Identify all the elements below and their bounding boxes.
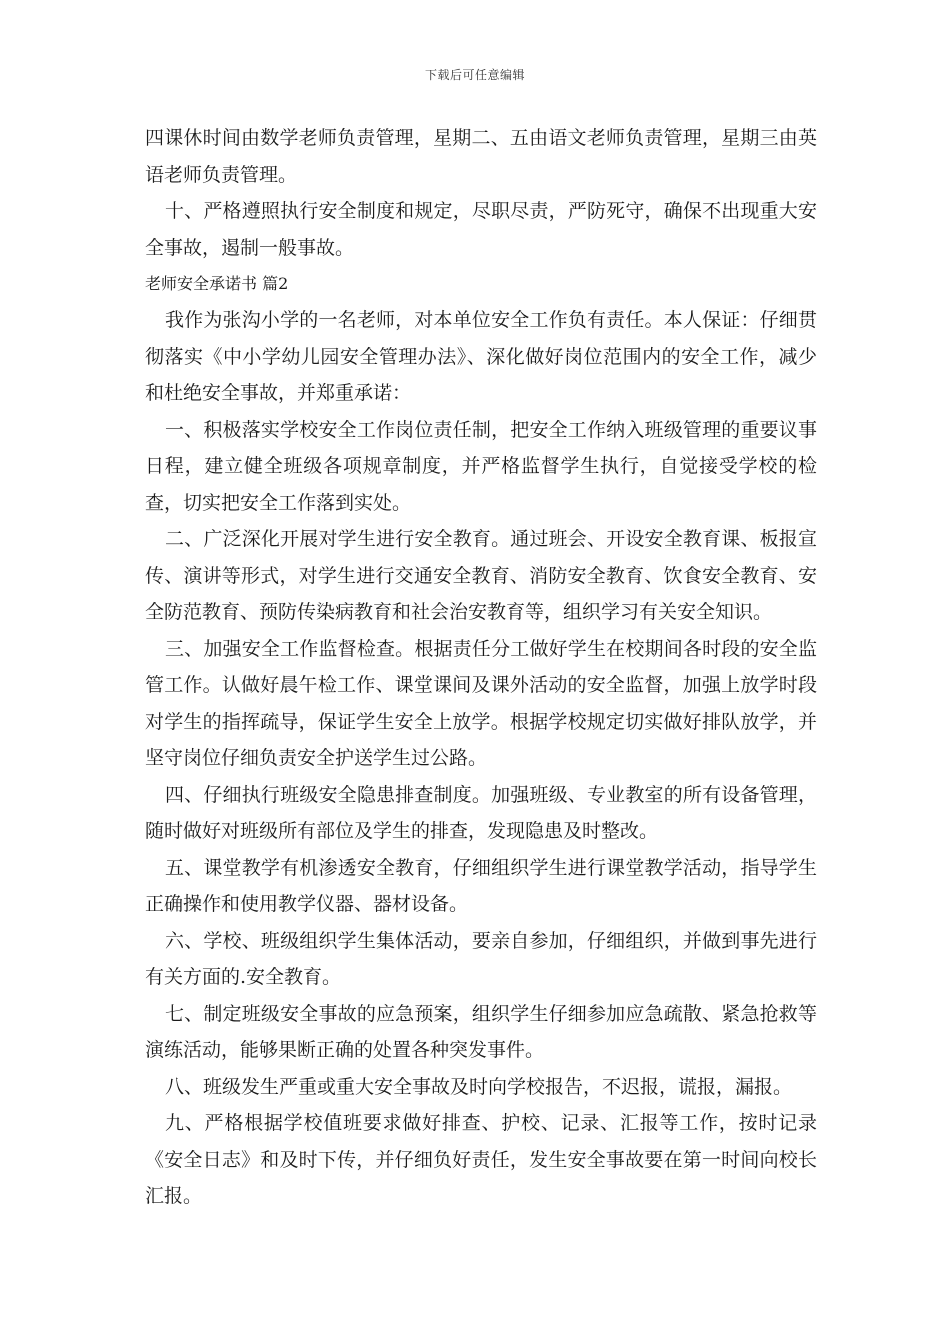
paragraph-item-2: 二、广泛深化开展对学生进行安全教育。通过班会、开设安全教育课、板报宣传、演讲等形式，对学生进行交通安全教育、消防安全教育、饮食安全教育、安全防范教育、预防传染病教育和社会治安教育等，组织学习有关安全知识。 <box>145 528 817 623</box>
paragraph-item-7: 七、制定班级安全事故的应急预案，组织学生仔细参加应急疏散、紧急抢救等演练活动，能够果断正确的处置各种突发事件。 <box>145 1002 817 1061</box>
paragraph-item-5: 五、课堂教学有机渗透安全教育，仔细组织学生进行课堂教学活动，指导学生正确操作和使用教学仪器、器材设备。 <box>145 856 817 915</box>
section-title: 老师安全承诺书 篇2 <box>145 274 289 293</box>
paragraph-item-10: 十、严格遵照执行安全制度和规定，尽职尽责，严防死守，确保不出现重大安全事故，遏制一般事故。 <box>145 200 817 259</box>
page-header: 下载后可任意编辑 <box>424 68 525 82</box>
paragraph-item-9: 九、严格根据学校值班要求做好排查、护校、记录、汇报等工作，按时记录《安全日志》和及时下传，并仔细负好责任，发生安全事故要在第一时间向校长汇报。 <box>145 1112 817 1207</box>
paragraph-item-1: 一、积极落实学校安全工作岗位责任制，把安全工作纳入班级管理的重要议事日程，建立健全班级各项规章制度，并严格监督学生执行，自觉接受学校的检查，切实把安全工作落到实处。 <box>145 418 817 514</box>
paragraph-item-4: 四、仔细执行班级安全隐患排查制度。加强班级、专业教室的所有设备管理，随时做好对班级所有部位及学生的排查，发现隐患及时整改。 <box>145 783 817 842</box>
document-body <box>145 120 817 1215</box>
paragraph-item-3: 三、加强安全工作监督检查。根据责任分工做好学生在校期间各时段的安全监管工作。认做好晨午检工作、课堂课间及课外活动的安全监督，加强上放学时段对学生的指挥疏导，保证学生安全上放学。根据学校规定切实做好排队放学，并坚守岗位仔细负责安全护送学生过公路。 <box>145 637 817 769</box>
paragraph-item-6: 六、学校、班级组织学生集体活动，要亲自参加，仔细组织，并做到事先进行有关方面的.安全教育。 <box>145 929 817 988</box>
paragraph-continuation: 四课休时间由数学老师负责管理，星期二、五由语文老师负责管理，星期三由英语老师负责管理。 <box>145 127 817 186</box>
paragraph-item-8: 八、班级发生严重或重大安全事故及时向学校报告，不迟报，谎报，漏报。 <box>165 1075 793 1098</box>
paragraph-intro: 我作为张沟小学的一名老师，对本单位安全工作负有责任。本人保证：仔细贯彻落实《中小学幼儿园安全管理办法》、深化做好岗位范围内的安全工作，减少和杜绝安全事故，并郑重承诺： <box>145 309 817 404</box>
